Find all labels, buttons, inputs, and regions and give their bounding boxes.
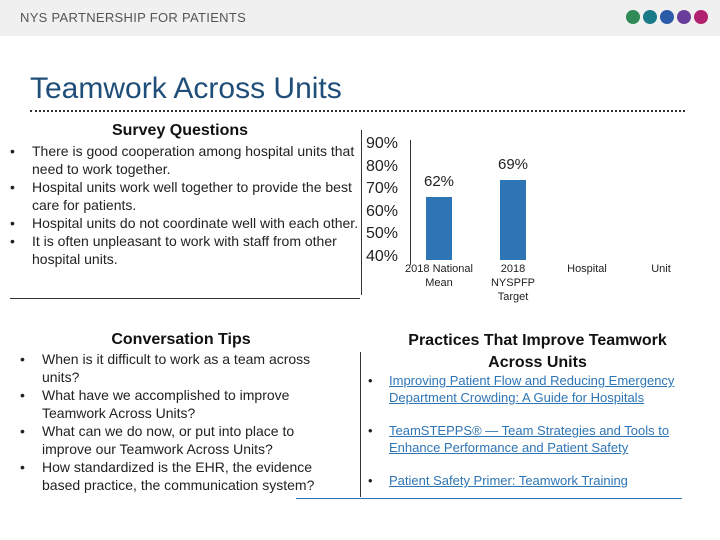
survey-item: • There is good cooperation among hospital units that need to work together. <box>10 142 360 178</box>
conversation-item: • When is it difficult to work as a team across units? <box>20 350 338 386</box>
bar-1 <box>500 180 526 260</box>
survey-divider <box>361 130 362 295</box>
org-name: NYS PARTNERSHIP FOR PATIENTS <box>20 10 247 25</box>
y-axis <box>366 133 406 268</box>
practice-link-teamstepps[interactable]: TeamSTEPPS® — Team Strategies and Tools to Enhance Performance and Patient Safety <box>389 423 670 455</box>
practices-heading: Practices That Improve Teamwork Across Units <box>408 332 667 371</box>
brand-dot-purple-icon <box>677 10 691 24</box>
y-tick-label: 80% <box>366 157 399 175</box>
header-bar <box>0 0 720 36</box>
bottom-rule <box>296 498 682 499</box>
bar-chart <box>405 140 708 303</box>
conversation-item: • What can we do now, or put into place to improve our Teamwork Across Units? <box>20 422 338 458</box>
y-tick-label: 90% <box>366 135 399 152</box>
x-tick-label: 2018 National Mean <box>405 263 473 289</box>
x-tick-label: Hospital <box>567 263 607 275</box>
x-tick-label: 2018 NYSPFP Target <box>490 263 535 303</box>
brand-dots <box>626 10 708 24</box>
bar-value-label: 69% <box>497 156 529 174</box>
tips-divider <box>360 352 361 497</box>
bullet: • <box>368 423 373 438</box>
bar-0 <box>426 197 452 260</box>
survey-item: • Hospital units do not coordinate well with each other. <box>10 214 360 232</box>
y-tick-label: 60% <box>366 202 399 220</box>
y-axis-line <box>410 140 411 265</box>
section-divider-left <box>10 298 360 299</box>
survey-heading: Survey Questions <box>111 122 249 139</box>
practice-link-safety-primer[interactable]: Patient Safety Primer: Teamwork Training <box>389 473 628 488</box>
y-tick-label: 40% <box>366 247 399 265</box>
bar-value-label: 62% <box>423 173 455 191</box>
survey-item: • It is often unpleasant to work with staff from other hospital units. <box>10 232 360 268</box>
brand-dot-magenta-icon <box>694 10 708 24</box>
bullet: • <box>368 373 373 388</box>
survey-item: • Hospital units work well together to provide the best care for patients. <box>10 178 360 214</box>
conversation-list <box>20 350 338 494</box>
slide-title: Teamwork Across Units <box>30 72 342 105</box>
x-tick-label: Unit <box>651 263 671 275</box>
brand-dot-teal-icon <box>643 10 657 24</box>
y-tick-label: 70% <box>366 180 399 197</box>
practice-link-patient-flow[interactable]: Improving Patient Flow and Reducing Emergency Department Crowding: A Guide for Hospitals <box>389 373 675 405</box>
title-divider <box>30 110 685 112</box>
survey-list <box>10 142 360 268</box>
conversation-heading: Conversation Tips <box>111 331 251 348</box>
brand-dot-blue-icon <box>660 10 674 24</box>
conversation-item: • What have we accomplished to improve Teamwork Across Units? <box>20 386 338 422</box>
bullet: • <box>368 473 373 488</box>
y-tick-label: 50% <box>366 225 399 242</box>
conversation-item: • How standardized is the EHR, the evidence based practice, the communication system? <box>20 458 338 494</box>
brand-dot-green-icon <box>626 10 640 24</box>
